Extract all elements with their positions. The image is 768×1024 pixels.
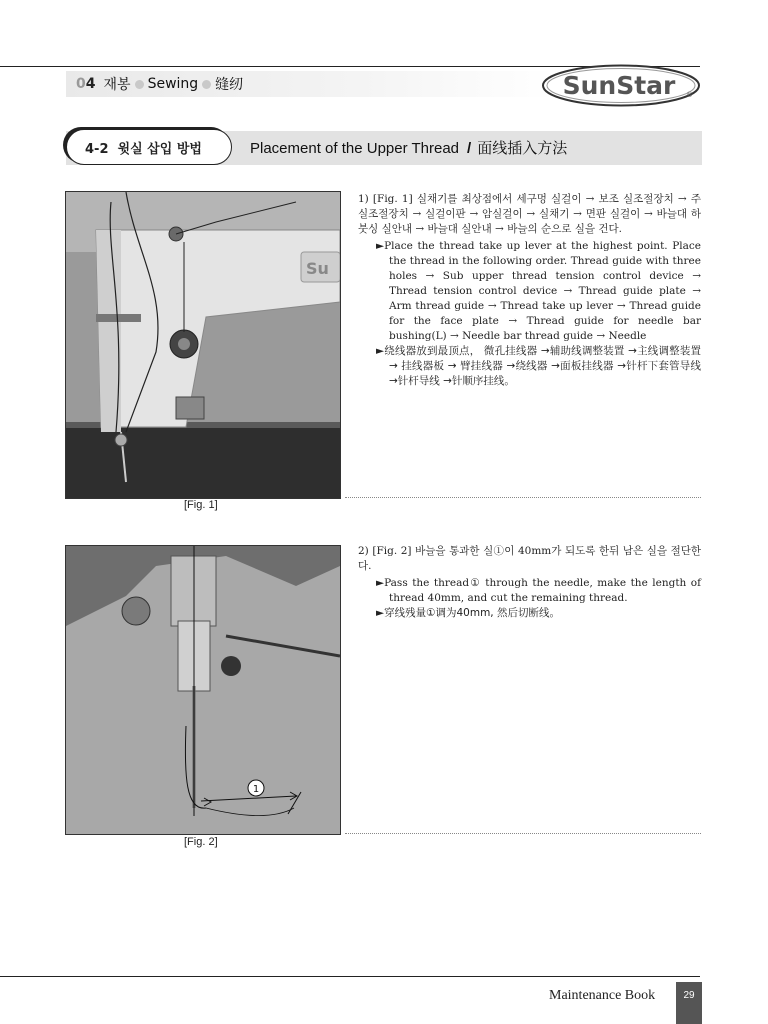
figure-2-marker: 1 (252, 784, 260, 795)
dotted-divider (345, 833, 701, 834)
section-number-label: 4-2 윗실 삽입 방법 (85, 141, 202, 157)
step-1-korean-text: 1) [Fig. 1] 실채기를 최상점에서 세구멍 실걸이 → 보조 실조절장치 → 주 실조절장치 → 실걸이판 → 암실걸이 → 실채기 → 면판 실걸이 → 바늘대 하붓싱 실안내 → 바늘대 실안내 → 바늘의 순으로 실을 건다. (358, 193, 701, 235)
step-1-english-text: ►Place the thread take up lever at the highest point. Place the thread in the following order. Thread guide with three holes → Sub upper thread tension control device → Thread tension control device → Thread guide plate → Arm thread guide → Thread take up lever → Thread guide for the face plate → Thread guide for needle bar bushing(L) → Needle bar thread guide → Needle (376, 240, 701, 342)
step-2-chinese-text: ►穿线残量①调为40mm, 然后切断线。 (376, 607, 560, 619)
logo-mark: ® (686, 91, 693, 99)
section-title-en: Placement of the Upper Thread (250, 140, 460, 157)
footer-rule (0, 976, 700, 977)
step-1-instructions (358, 192, 701, 389)
figure-1-caption: [Fig. 1] (184, 499, 218, 511)
figure-1-image (65, 191, 341, 499)
figure-2-image (65, 545, 341, 835)
bullet-arrow-icon: ► (376, 607, 385, 619)
step-2-instructions (358, 544, 701, 621)
bullet-arrow-icon: ► (376, 240, 385, 252)
logo-text: SunStar (562, 71, 676, 100)
figure-2-caption: [Fig. 2] (184, 836, 218, 848)
page-number: 29 (676, 982, 702, 1024)
section-title-separator: / (467, 140, 472, 157)
chapter-title-cn: 缝纫 (215, 77, 244, 93)
section-number-tab (66, 129, 232, 165)
footer-book-title: Maintenance Book (549, 988, 656, 1003)
chapter-title-ko: 재봉 (103, 77, 131, 93)
section-title (250, 137, 567, 158)
chapter-number: 04 (76, 76, 96, 92)
step-1-chinese-text: ►绕线器放到最顶点， 微孔挂线器 →辅助线调整装置 →主线调整装置 → 挂线器板 → 臂挂线器 →绕线器 →面板挂线器 →针杆下套管导线 →针杆导线 →针顺序挂线。 (376, 345, 701, 387)
bullet-dot-icon (135, 80, 144, 89)
step-2-english-text: ►Pass the thread① through the needle, make the length of thread 40mm, and cut the remaining thread. (376, 577, 701, 604)
dotted-divider (345, 497, 701, 498)
bullet-arrow-icon: ► (376, 345, 385, 357)
svg-text:Su: Su (306, 259, 329, 278)
section-title-cn: 面线插入方法 (477, 140, 568, 157)
step-2-korean-text: 2) [Fig. 2] 바늘을 통과한 실①이 40mm가 되도록 한뒤 남은 실을 절단한다. (358, 545, 701, 572)
chapter-title-en: Sewing (147, 76, 199, 92)
sunstar-logo (541, 63, 701, 108)
chapter-bar (66, 71, 556, 97)
bullet-arrow-icon: ► (376, 577, 385, 589)
bullet-dot-icon (202, 80, 211, 89)
